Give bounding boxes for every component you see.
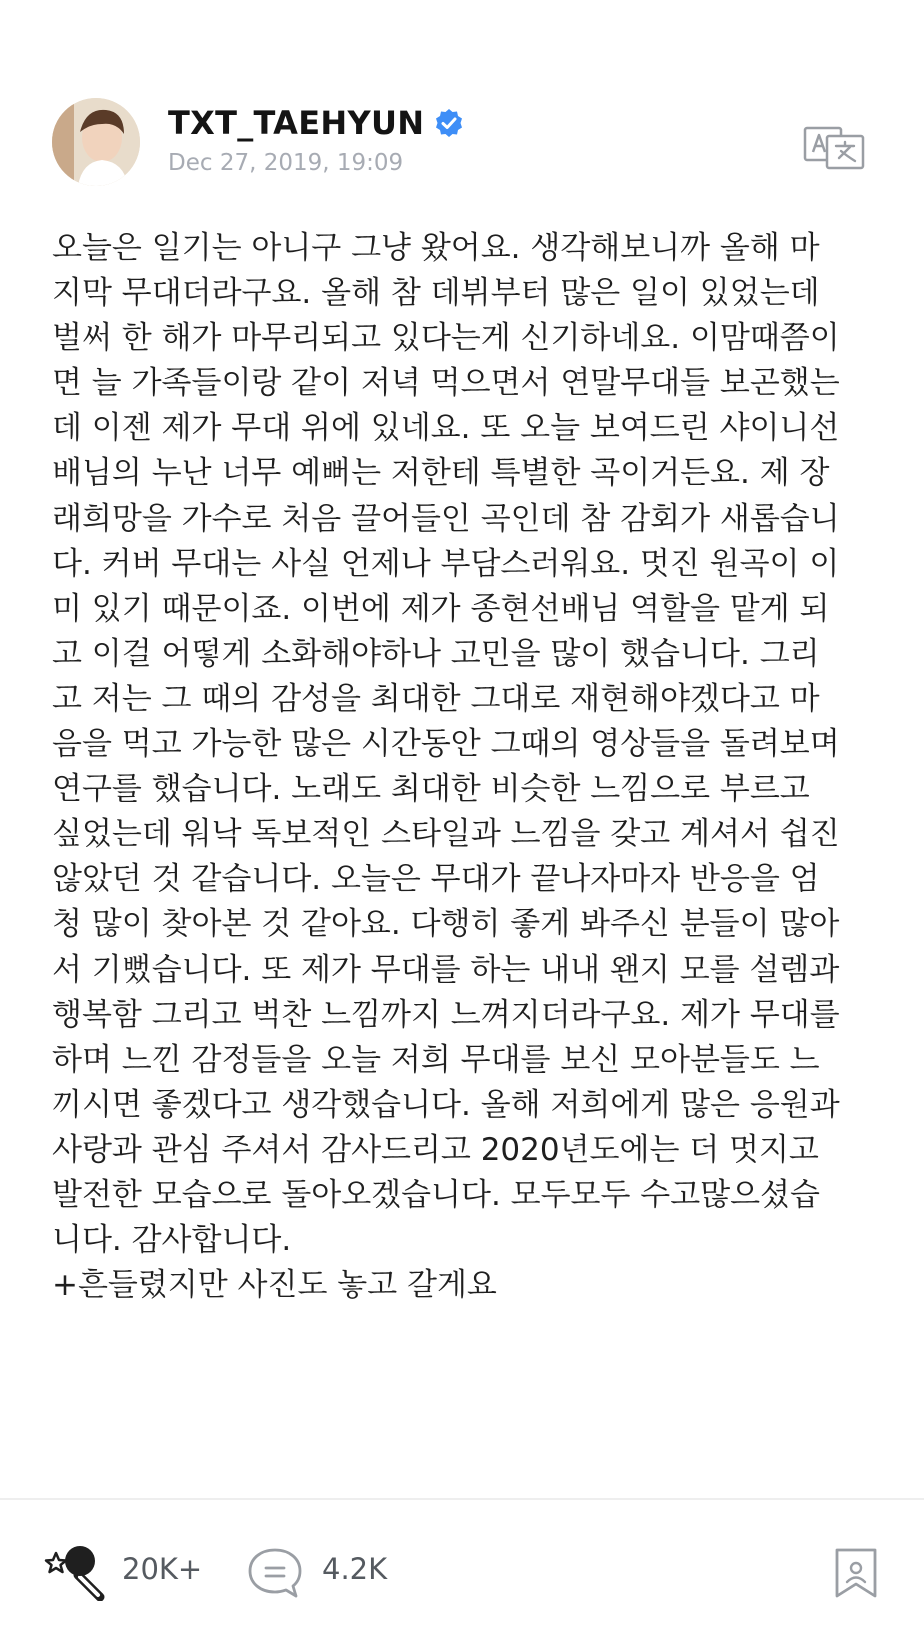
post-timestamp: Dec 27, 2019, 19:09: [168, 150, 404, 176]
post-line: 않았던 것 같습니다. 오늘은 무대가 끝나자마자 반응을 엄: [52, 861, 820, 898]
post-line: 지막 무대더라구요. 올해 참 데뷔부터 많은 일이 있었는데: [52, 275, 820, 312]
post-line: 발전한 모습으로 돌아오겠습니다. 모두모두 수고많으셨습: [52, 1176, 820, 1213]
post-line: 니다. 감사합니다.: [52, 1222, 292, 1259]
comment-bubble-icon[interactable]: [246, 1546, 304, 1600]
avatar[interactable]: [52, 98, 140, 186]
post-line: 음을 먹고 가능한 많은 시간동안 그때의 영상들을 돌려보며: [52, 726, 840, 763]
post-line: 끼시면 좋겠다고 생각했습니다. 올해 저희에게 많은 응원과: [52, 1086, 840, 1123]
post-body: [52, 226, 882, 1308]
post-line: 다. 커버 무대는 사실 언제나 부담스러워요. 멋진 원곡이 이: [52, 545, 840, 582]
post-header: [0, 0, 924, 200]
post-line: 연구를 했습니다. 노래도 최대한 비슷한 느낌으로 부르고: [52, 771, 810, 808]
post-line: 배님의 누난 너무 예뻐는 저한테 특별한 곡이거든요. 제 장: [52, 455, 830, 492]
post-footer: [0, 1500, 924, 1643]
post-line: 고 이걸 어떻게 소화해야하나 고민을 많이 했습니다. 그리: [52, 635, 820, 672]
post-line: 청 많이 찾아본 것 같아요. 다행히 좋게 봐주신 분들이 많아: [52, 906, 840, 943]
username[interactable]: [168, 104, 464, 142]
post-line: 행복함 그리고 벅찬 느낌까지 느껴지더라구요. 제가 무대를: [52, 996, 840, 1033]
post-line: 벌써 한 해가 마무리되고 있다는게 신기하네요. 이맘때쯤이: [52, 320, 840, 357]
post-line: 오늘은 일기는 아니구 그냥 왔어요. 생각해보니까 올해 마: [52, 230, 820, 266]
post-line: 서 기뻤습니다. 또 제가 무대를 하는 내내 왠지 모를 설렘과: [52, 951, 840, 988]
post-line: 미 있기 때문이죠. 이번에 제가 종현선배님 역할을 맡게 되: [52, 590, 830, 627]
username-text: TXT_TAEHYUN: [168, 104, 425, 142]
verified-badge-icon: [434, 108, 464, 138]
comment-count: 4.2K: [322, 1552, 388, 1586]
post-line: 고 저는 그 때의 감성을 최대한 그대로 재현해야겠다고 마: [52, 680, 820, 717]
post-line: 하며 느낀 감정들을 오늘 저희 무대를 보신 모아분들도 느: [52, 1041, 820, 1078]
post-line: +흔들렸지만 사진도 놓고 갈게요: [52, 1267, 497, 1304]
like-count: 20K+: [122, 1552, 203, 1586]
post-line: 데 이젠 제가 무대 위에 있네요. 또 오늘 보여드린 샤이니선: [52, 410, 840, 447]
translate-icon[interactable]: [803, 126, 865, 170]
star-wand-like-icon[interactable]: [44, 1539, 110, 1601]
bookmark-icon[interactable]: [833, 1546, 879, 1600]
post-line: 사랑과 관심 주셔서 감사드리고 2020년도에는 더 멋지고: [52, 1131, 819, 1168]
post-line: 싶었는데 워낙 독보적인 스타일과 느낌을 갖고 계셔서 쉽진: [52, 816, 840, 853]
post-line: 래희망을 가수로 처음 끌어들인 곡인데 참 감회가 새롭습니: [52, 500, 840, 537]
post-line: 면 늘 가족들이랑 같이 저녁 먹으면서 연말무대들 보곤했는: [52, 365, 840, 402]
